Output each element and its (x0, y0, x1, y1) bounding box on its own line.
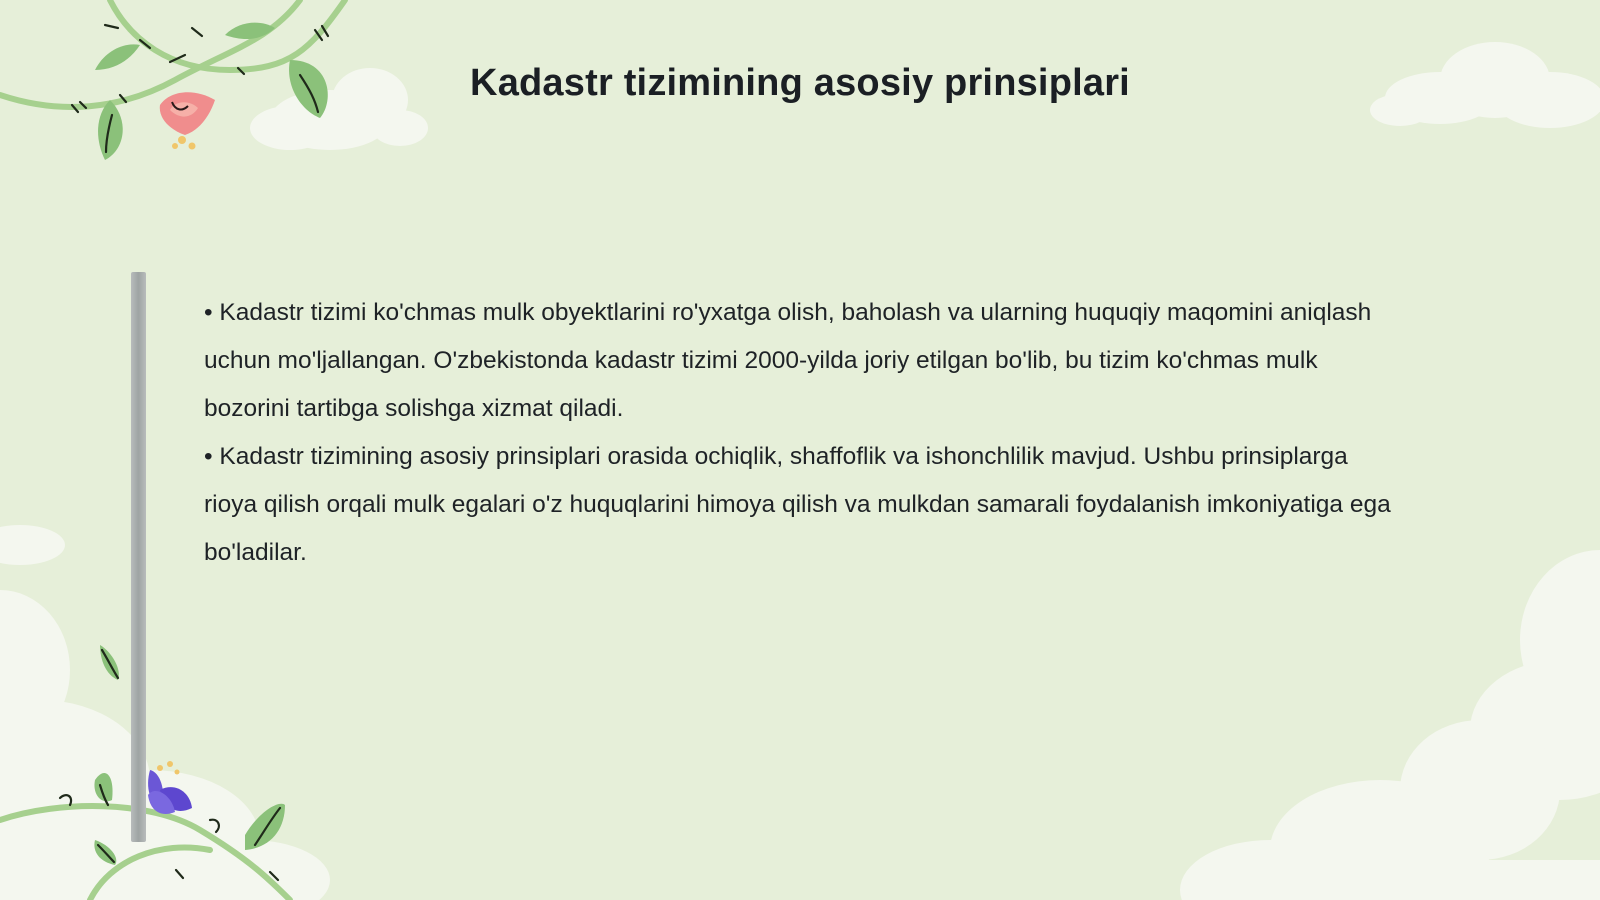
content-body (204, 289, 1394, 577)
cloud-bottom-right (1180, 550, 1600, 900)
vertical-accent-bar (131, 272, 146, 842)
cloud-bottom-left (0, 525, 330, 900)
bullet-paragraph: • Kadastr tizimining asosiy prinsiplari orasida ochiqlik, shaffoflik va ishonchlilik mavjud. Ushbu prinsiplarga rioya qilish orqali mulk egalari o'z huquqlarini himoya qilish va mulkdan samarali foydalanish imkoniyatiga ega bo'ladilar. (204, 443, 1391, 566)
slide-title: Kadastr tizimining asosiy prinsiplari (470, 62, 1130, 104)
bullet-paragraph: • Kadastr tizimi ko'chmas mulk obyektlarini ro'yxatga olish, baholash va ularning huquqiy maqomini aniqlash uchun mo'ljallangan. O'zbekistonda kadastr tizimi 2000-yilda joriy etilgan bo'lib, bu tizim ko'chmas mulk bozorini tartibga solishga xizmat qiladi. (204, 299, 1372, 422)
